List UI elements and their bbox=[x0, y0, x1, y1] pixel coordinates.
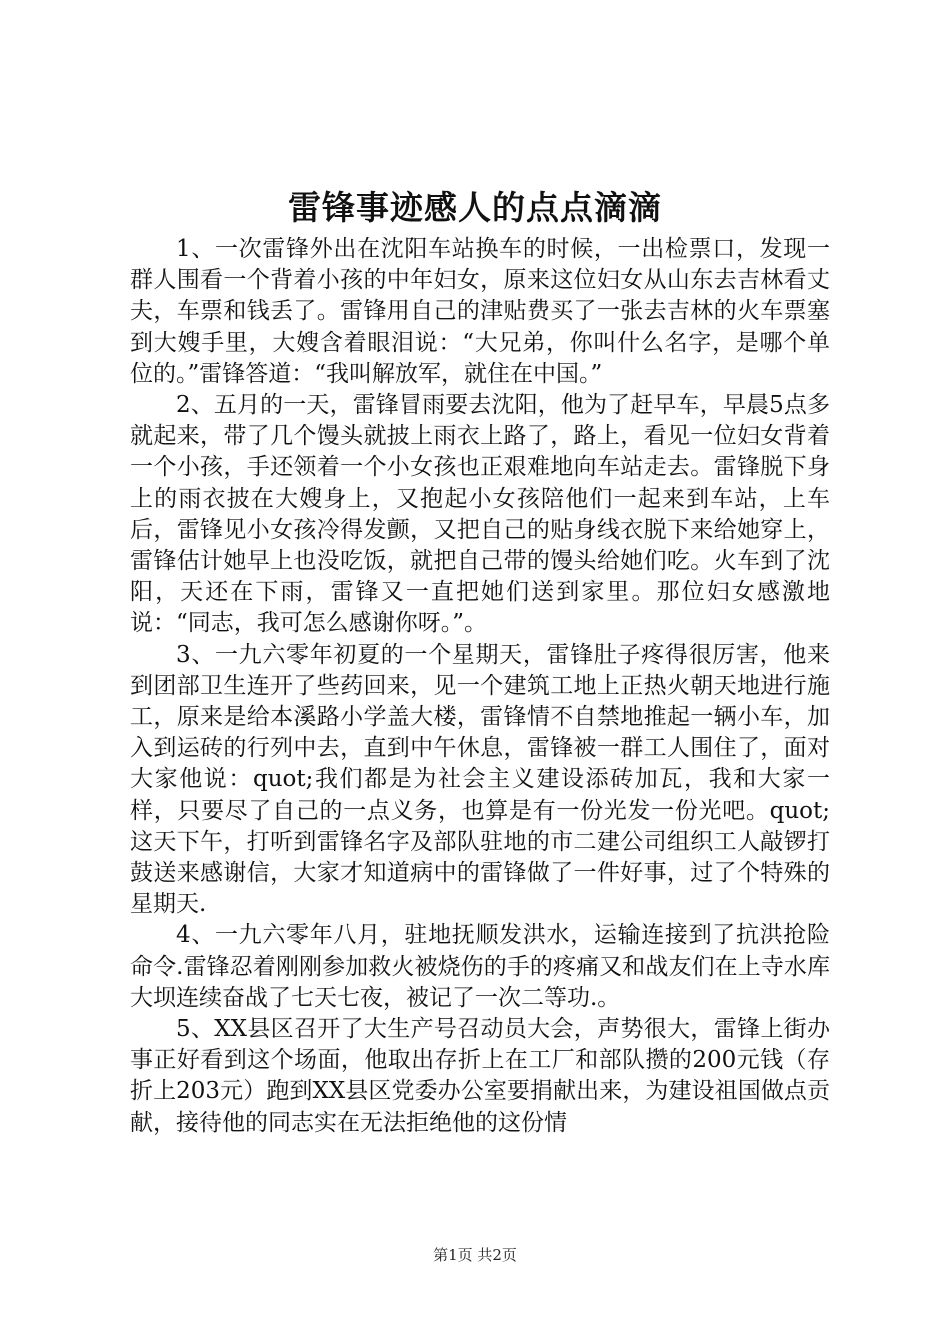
paragraph-2: 2、五月的一天，雷锋冒雨要去沈阳，他为了赶早车，早晨5点多就起来，带了几个馒头就披上雨衣上路了，路上，看见一位妇女背着一个小孩，手还领着一个小女孩也正艰难地向车站走去。雷锋脱下身上的雨衣披在大嫂身上，又抱起小女孩陪他们一起来到车站，上车后，雷锋见小女孩冷得发颤，又把自己的贴身线衣脱下来给她穿上，雷锋估计她早上也没吃饭，就把自己带的馒头给她们吃。火车到了沈阳，天还在下雨，雷锋又一直把她们送到家里。那位妇女感激地说：“同志，我可怎么感谢你呀。”。 bbox=[130, 392, 830, 637]
paragraph-4: 4、一九六零年八月，驻地抚顺发洪水，运输连接到了抗洪抢险命令.雷锋忍着刚刚参加救火被烧伤的手的疼痛又和战友们在上寺水库大坝连续奋战了七天七夜，被记了一次二等功.。 bbox=[130, 922, 830, 1011]
page-number-footer: 第1页 共2页 bbox=[433, 1246, 517, 1264]
paragraph-5: 5、XX县区召开了大生产号召动员大会，声势很大，雷锋上街办事正好看到这个场面，他取出存折上在工厂和部队攒的200元钱（存折上203元）跑到XX县区党委办公室要捐献出来，为建设祖国做点贡献，接待他的同志实在无法拒绝他的这份情 bbox=[130, 1016, 830, 1136]
document-title: 雷锋事迹感人的点点滴滴 bbox=[288, 188, 662, 227]
paragraph-3: 3、一九六零年初夏的一个星期天，雷锋肚子疼得很厉害，他来到团部卫生连开了些药回来，见一个建筑工地上正热火朝天地进行施工，原来是给本溪路小学盖大楼，雷锋情不自禁地推起一辆小车，加入到运砖的行列中去，直到中午休息，雷锋被一群工人围住了，面对大家他说：quot;我们都是为社会主义建设添砖加瓦，我和大家一样，只要尽了自己的一点义务，也算是有一份光发一份光吧。quot;这天下午，打听到雷锋名字及部队驻地的市二建公司组织工人敲锣打鼓送来感谢信，大家才知道病中的雷锋做了一件好事，过了个特殊的星期天. bbox=[130, 641, 830, 918]
paragraph-1: 1、一次雷锋外出在沈阳车站换车的时候，一出检票口，发现一群人围看一个背着小孩的中年妇女，原来这位妇女从山东去吉林看丈夫，车票和钱丢了。雷锋用自己的津贴费买了一张去吉林的火车票塞到大嫂手里，大嫂含着眼泪说：“大兄弟，你叫什么名字，是哪个单位的。”雷锋答道：“我叫解放军，就住在中国。” bbox=[130, 236, 830, 387]
document-body bbox=[130, 234, 830, 1139]
